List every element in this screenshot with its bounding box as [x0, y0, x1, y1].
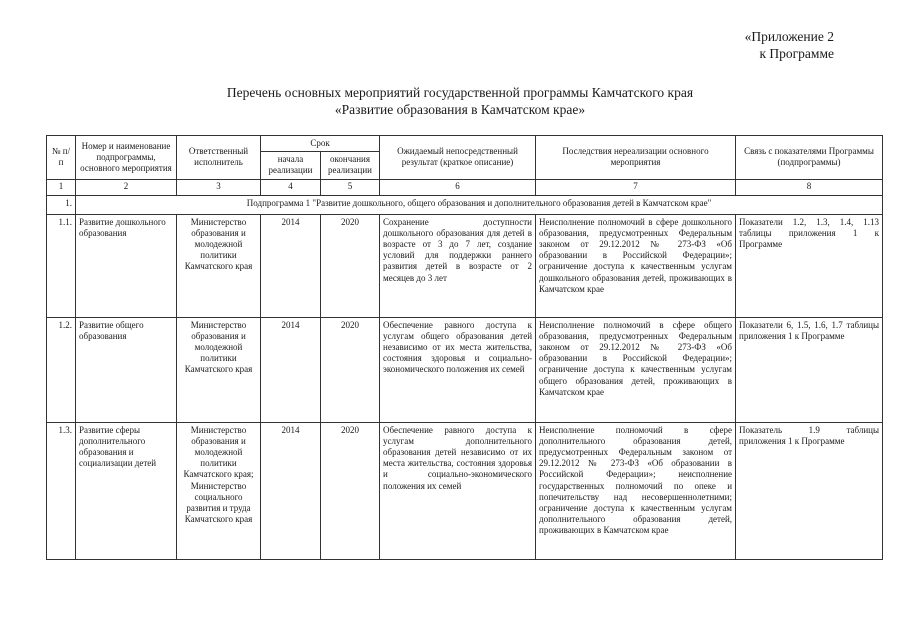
row-end: 2020 — [321, 422, 380, 559]
header-executor: Ответственный исполнитель — [177, 136, 261, 180]
title-line-2: «Развитие образования в Камчатском крае» — [334, 102, 586, 117]
table-row — [47, 422, 883, 559]
column-numbers-row — [47, 179, 883, 195]
subprogram-title: Подпрограмма 1 "Развитие дошкольного, общего образования и дополнительного образования детей в Камчатском крае" — [76, 195, 883, 214]
column-number: 3 — [177, 179, 261, 195]
appendix-line-1: «Приложение 2 — [744, 29, 834, 44]
column-number: 6 — [380, 179, 536, 195]
row-name: Развитие сферы дополнительного образования и социализации детей — [76, 422, 177, 559]
row-link: Показатели 6, 1.5, 1.6, 1.7 таблицы приложения 1 к Программе — [736, 317, 883, 422]
column-number: 4 — [261, 179, 321, 195]
row-consequences: Неисполнение полномочий в сфере дошкольного образования, предусмотренных Федеральным законом от 29.12.2012 № 273-ФЗ «Об образовании в Российской Федерации»; ограничение доступа к качественным услугам дошкольного образования детей, проживающих в Камчатском крае — [536, 214, 736, 317]
row-result: Обеспечение равного доступа к услугам дополнительного образования детей независимо от их места жительства, состояния здоровья и социально-экономического положения их семей — [380, 422, 536, 559]
header-link: Связь с показателями Программы (подпрограммы) — [736, 136, 883, 180]
row-consequences: Неисполнение полномочий в сфере общего образования, предусмотренных Федеральным законом от 29.12.2012 № 273-ФЗ «Об образовании в Российской Федерации»; ограничение доступа к качественным услугам общего образования детей, проживающих в Камчатском крае — [536, 317, 736, 422]
header-name: Номер и наименование подпрограммы, основного мероприятия — [76, 136, 177, 180]
row-link: Показатель 1.9 таблицы приложения 1 к Программе — [736, 422, 883, 559]
row-start: 2014 — [261, 214, 321, 317]
header-start: начала реализации — [261, 152, 321, 179]
column-number: 8 — [736, 179, 883, 195]
row-name: Развитие дошкольного образования — [76, 214, 177, 317]
row-num: 1.2. — [47, 317, 76, 422]
row-num: 1.3. — [47, 422, 76, 559]
row-start: 2014 — [261, 317, 321, 422]
header-result: Ожидаемый непосредственный результат (краткое описание) — [380, 136, 536, 180]
measures-table — [46, 135, 883, 560]
column-number: 5 — [321, 179, 380, 195]
row-executor: Министерство образования и молодежной политики Камчатского края — [177, 214, 261, 317]
header-num: № п/п — [47, 136, 76, 180]
row-link: Показатели 1.2, 1.3, 1.4, 1.13 таблицы приложения 1 к Программе — [736, 214, 883, 317]
table-row — [47, 214, 883, 317]
row-end: 2020 — [321, 317, 380, 422]
document-title — [40, 84, 880, 118]
header-end: окончания реализации — [321, 152, 380, 179]
appendix-label — [738, 28, 834, 62]
row-num: 1.1. — [47, 214, 76, 317]
row-name: Развитие общего образования — [76, 317, 177, 422]
title-line-1: Перечень основных мероприятий государственной программы Камчатского края — [226, 85, 694, 100]
row-start: 2014 — [261, 422, 321, 559]
subprogram-num: 1. — [47, 195, 76, 214]
column-number: 1 — [47, 179, 76, 195]
column-number: 7 — [536, 179, 736, 195]
row-end: 2020 — [321, 214, 380, 317]
row-executor: Министерство образования и молодежной политики Камчатского края; Министерство социального развития и труда Камчатского края — [177, 422, 261, 559]
row-result: Обеспечение равного доступа к услугам общего образования детей независимо от их места жительства, состояния здоровья и социально-экономического положения их семей — [380, 317, 536, 422]
appendix-line-2: к Программе — [759, 46, 834, 61]
header-consequences: Последствия нереализации основного мероприятия — [536, 136, 736, 180]
table-row — [47, 317, 883, 422]
column-number: 2 — [76, 179, 177, 195]
subprogram-row — [47, 195, 883, 214]
row-result: Сохранение доступности дошкольного образования для детей в возрасте от 3 до 7 лет, создание условий для поддержки раннего развития детей в возрасте от 2 месяцев до 3 лет — [380, 214, 536, 317]
row-consequences: Неисполнение полномочий в сфере дополнительного образования детей, предусмотренных Федеральным законом от 29.12.2012 № 273-ФЗ «Об образовании в Российской Федерации»; неисполнение государственных полномочий по опеке и попечительству над несовершеннолетними; ограничение доступа к качественным услугам дополнительного образования детей, проживающих в Камчатском крае — [536, 422, 736, 559]
row-executor: Министерство образования и молодежной политики Камчатского края — [177, 317, 261, 422]
header-term: Срок — [261, 136, 380, 152]
